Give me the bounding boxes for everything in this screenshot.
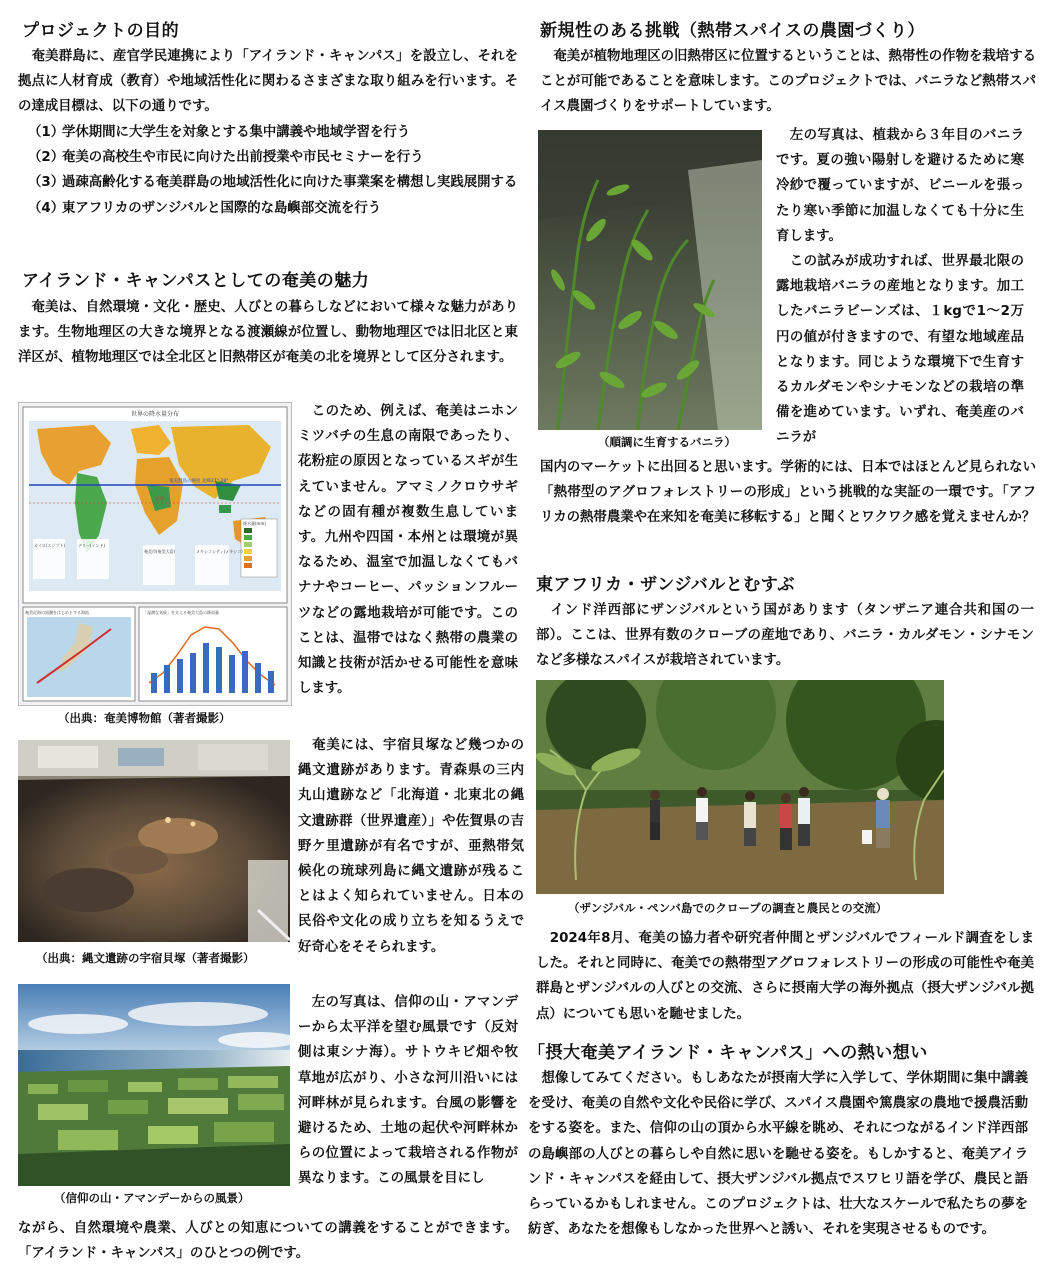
challenge-heading: 新規性のある挑戦（熱帯スパイスの農園づくり） [540,21,925,41]
challenge-tail-text: 国内のマーケットに出回ると思います。学術的には、日本ではほとんど見られない「熱帯型のアグロフォレストリーの形成」という挑戦的な実証の一環です。「アフリカの熱帯農業や在来知を奄美に移転する」と聞くとワクワク感を覚えませんか？ [540,460,1036,526]
challenge-side-text: 左の写真は、植栽から３年目のバニラです。夏の強い陽射しを避けるために寒冷紗で覆っていますが、ビニールを張ったり寒い季節に加温しなくても十分に生育します。 この試みが成功すれば、世界最北限の露地栽培バニラの産地となります。加工したバニラビーンズは、１kgで1～2万円の値が付きますので、有望な地域産品となります。同じような環境下で生育するカルダモンやシナモンなどの栽培の準備を進めています。いずれ、奄美産のバニラが [776,128,1024,446]
svg-text:降水量(mm): 降水量(mm) [243,521,266,526]
purpose-heading: プロジェクトの目的 [22,21,180,41]
zanzibar-photo [536,680,944,894]
caption-museum: （出典：奄美博物館（著者撮影） [58,711,231,725]
vanilla-photo [538,130,762,430]
challenge-intro: 奄美が植物地理区の旧熱帯区に位置するということは、熱帯性の作物を栽培することが可能であることを意味します。このプロジェクトでは、バニラなど熱帯スパイス農園づくりをサポートしています。 [540,49,1036,115]
goal-item: （1） 学休期間に大学生を対象とする集中講義や地域学習を行う [28,125,411,140]
passion-heading: 「摂大奄美アイランド・キャンパス」への熱い想い [528,1043,928,1063]
amande-view-photo [18,984,290,1186]
goal-item: （2） 奄美の高校生や市民に向けた出前授業や市民セミナーを行う [28,150,424,166]
caption-zanzibar: （ザンジバル・ペンバ島でのクローブの調査と農民との交流） [568,901,888,915]
goal-item: （4） 東アフリカのザンジバルと国際的な島嶼部交流を行う [28,200,382,216]
zanzibar-intro: インド洋西部にザンジバルという国があります（タンザニア連合共和国の一部）。ここは、世界有数のクローブの産地であり、バニラ・カルダモン・シナモンなど多様なスパイスが栽培されています。 [536,603,1034,669]
jomon-site-photo [18,740,290,942]
goal-list [28,120,518,221]
landscape-image [18,984,290,1186]
field-survey-image [536,680,944,894]
svg-text:奄美群島の緯度 北緯27°-28°: 奄美群島の緯度 北緯27°-28° [169,479,229,484]
charm-side-text-3: 左の写真は、信仰の山・アマンデーから太平洋を望む風景です（反対側は東シナ海）。サトウキビ畑や牧草地が広がり、小さな河川沿いには河畔林が見られます。台風の影響を避けるため、土地の起伏や河畔林からの位置によって栽培される作物が異なります。この風景を目にし [298,995,518,1187]
svg-text:赤道: 赤道 [155,497,164,502]
caption-vanilla: （順調に生育するバニラ） [598,435,736,449]
caption-amande: （信仰の山・アマンデーからの風景） [54,1191,250,1205]
museum-photo [18,402,292,706]
zanzibar-heading: 東アフリカ・ザンジバルとむすぶ [536,575,795,595]
charm-tail-text: ながら、自然環境や農業、人びとの知恵についての講義をすることができます。「アイランド・キャンパス」のひとつの例です。 [18,1221,518,1262]
charm-side-text-2: 奄美には、宇宿貝塚など幾つかの縄文遺跡があります。青森県の三内丸山遺跡など「北海道・北東北の縄文遺跡群（世界遺産）」や佐賀県の吉野ケ里遺跡が有名ですが、亜熱帯気候化の琉球列島に縄文遺跡が残ることはよく知られていません。日本の民俗や文化の成り立ちを知るうえで好奇心をそそられます。 [298,738,524,955]
charm-side-text-1: このため、例えば、奄美はニホンミツバチの生息の南限であったり、花粉症の原因となっているスギが生えていません。アマミノクロウサギなどの固有種が複数生息しています。九州や四国・本州とは環境が異なるため、温室で加温しなくてもバナナやコーヒー、パッションフルーツなどの露地栽培が可能です。このことは、温帯ではなく熱帯の農業の知識と技術が活かせる可能性を意味します。 [298,404,518,697]
charm-intro: 奄美は、自然環境・文化・歴史、人びとの暮らしなどにおいて様々な魅力があります。生物地理区の大きな境界となる渡瀬線が位置し、動物地理区では旧北区と東洋区が、植物地理区では全北区と旧熱帯区が奄美の北を境界として区分されます。 [18,300,518,366]
svg-text:世界の降水量分布: 世界の降水量分布 [130,411,180,418]
svg-text:メキシコシティ(メキシコ): メキシコシティ(メキシコ) [196,549,243,554]
svg-text:「湿潤な気候」を支える奄美大島の降雨量: 「湿潤な気候」を支える奄美大島の降雨量 [143,610,219,615]
caption-jomon: （出典：縄文遺跡の宇宿貝塚（著者撮影） [36,951,255,965]
passion-body: 想像してみてください。もしあなたが摂南大学に入学して、学休期間に集中講義を受け、奄美の自然や文化や民俗に学び、スパイス農園や篤農家の農地で援農活動をする姿を。また、信仰の山の頂から水平線を眺め、それにつながるインド洋西部の島嶼部の人びとの暮らしや自然に思いを馳せる姿を。もしかすると、奄美アイランド・キャンパスを経由して、摂大ザンジバル拠点でスワヒリ語を学び、農民と語らっているかもしれません。このプロジェクトは、壮大なスケールで私たちの夢を紡ぎ、あなたを想像もしなかった世界へと誘い、それを実現させるものです。 [528,1071,1028,1238]
svg-text:カイロ(エジプト): カイロ(エジプト) [34,543,66,548]
svg-text:奄美近海の黒潮をはじめとする海流: 奄美近海の黒潮をはじめとする海流 [25,610,89,615]
charm-heading: アイランド・キャンパスとしての奄美の魅力 [22,271,370,291]
svg-text:奄美市(奄美大島): 奄美市(奄美大島) [144,549,176,554]
vanilla-image [538,130,762,430]
zanzibar-after-text: 2024年8月、奄美の協力者や研究者仲間とザンジバルでフィールド調査をしました。それと同時に、奄美での熱帯型アグロフォレストリーの形成の可能性や奄美群島とザンジバルの人びとの交流、さらに摂南大学の海外拠点（摂大ザンジバル拠点）についても思いを馳せました。 [536,931,1034,1022]
svg-text:デリー(インド): デリー(インド) [78,543,106,548]
precipitation-map-image [19,403,291,705]
goal-item: （3） 過疎高齢化する奄美群島の地域活性化に向けた事業案を構想し実践展開する [28,175,518,191]
purpose-intro: 奄美群島に、産官学民連携により「アイランド・キャンパス」を設立し、それを拠点に人材育成（教育）や地域活性化に関わるさまざまな取り組みを行います。その達成目標は、以下の通りです。 [18,49,518,115]
excavation-image [18,740,290,942]
